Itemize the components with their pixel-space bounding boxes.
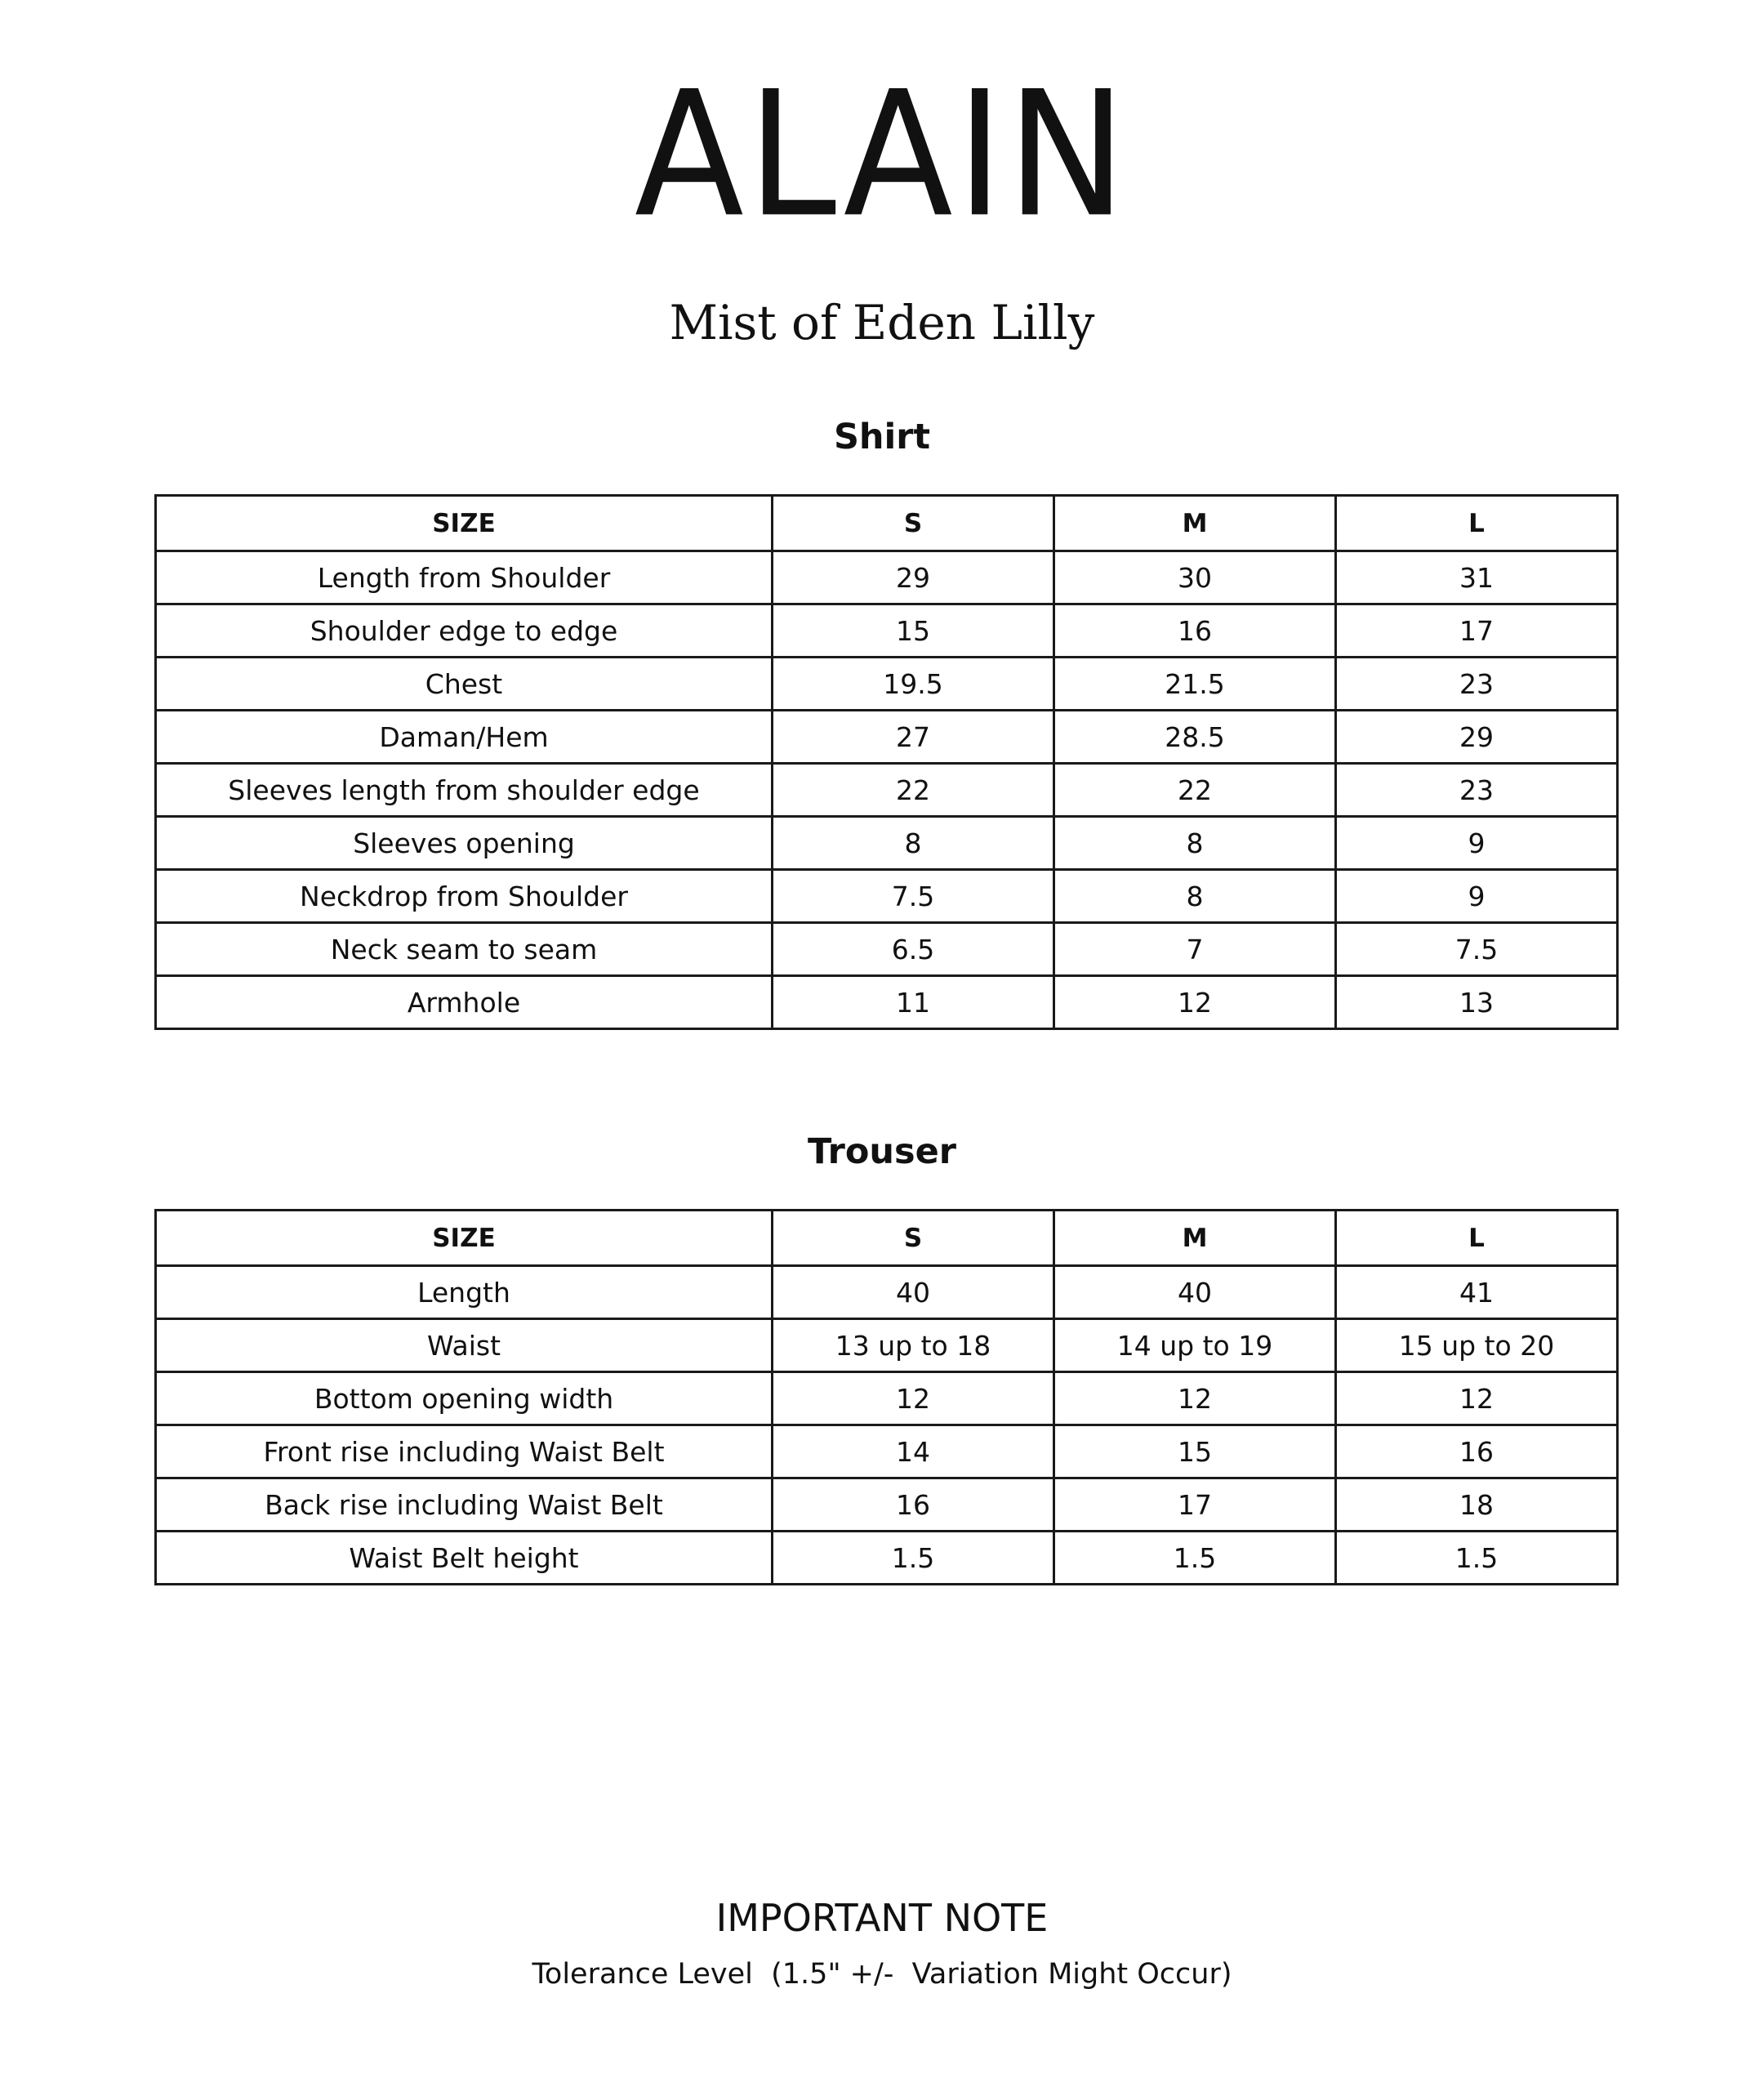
header-cell-s: S (773, 496, 1054, 551)
brand-logo: ALAIN (634, 54, 1130, 256)
size-s-value-cell: 27 (773, 711, 1054, 764)
measurement-label-cell: Length from Shoulder (156, 551, 773, 604)
size-l-value-cell: 1.5 (1336, 1532, 1618, 1585)
measurement-label-cell: Waist (156, 1319, 773, 1372)
size-m-value-cell: 15 (1054, 1425, 1336, 1478)
size-l-value-cell: 9 (1336, 817, 1618, 870)
measurement-label-cell: Armhole (156, 976, 773, 1029)
table-row (156, 764, 1618, 817)
size-l-value-cell: 29 (1336, 711, 1618, 764)
size-s-value-cell: 8 (773, 817, 1054, 870)
size-l-value-cell: 9 (1336, 870, 1618, 923)
size-s-value-cell: 7.5 (773, 870, 1054, 923)
table-row (156, 817, 1618, 870)
important-note-title: IMPORTANT NOTE (715, 1896, 1049, 1940)
measurement-label-cell: Waist Belt height (156, 1532, 773, 1585)
size-s-value-cell: 6.5 (773, 923, 1054, 976)
trouser-table-body (156, 1266, 1618, 1585)
size-s-value-cell: 15 (773, 604, 1054, 658)
size-m-value-cell: 16 (1054, 604, 1336, 658)
measurement-label-cell: Sleeves length from shoulder edge (156, 764, 773, 817)
header-cell-l: L (1336, 1211, 1618, 1266)
size-m-value-cell: 40 (1054, 1266, 1336, 1319)
measurement-label-cell: Chest (156, 658, 773, 711)
size-l-value-cell: 12 (1336, 1372, 1618, 1425)
size-s-value-cell: 1.5 (773, 1532, 1054, 1585)
table-row (156, 1425, 1618, 1478)
trouser-section-title: Trouser (808, 1131, 956, 1172)
header-cell-m: M (1054, 1211, 1336, 1266)
size-l-value-cell: 23 (1336, 658, 1618, 711)
size-s-value-cell: 29 (773, 551, 1054, 604)
size-m-value-cell: 12 (1054, 1372, 1336, 1425)
size-s-value-cell: 13 up to 18 (773, 1319, 1054, 1372)
table-row (156, 551, 1618, 604)
size-s-value-cell: 14 (773, 1425, 1054, 1478)
size-m-value-cell: 21.5 (1054, 658, 1336, 711)
header-cell-s: S (773, 1211, 1054, 1266)
measurement-label-cell: Length (156, 1266, 773, 1319)
size-s-value-cell: 11 (773, 976, 1054, 1029)
header-cell-size: SIZE (156, 496, 773, 551)
table-row (156, 1266, 1618, 1319)
table-header-row (156, 496, 1618, 551)
measurement-label-cell: Sleeves opening (156, 817, 773, 870)
table-row (156, 604, 1618, 658)
size-m-value-cell: 1.5 (1054, 1532, 1336, 1585)
size-l-value-cell: 41 (1336, 1266, 1618, 1319)
size-m-value-cell: 28.5 (1054, 711, 1336, 764)
header-cell-l: L (1336, 496, 1618, 551)
measurement-label-cell: Neck seam to seam (156, 923, 773, 976)
size-l-value-cell: 31 (1336, 551, 1618, 604)
size-l-value-cell: 23 (1336, 764, 1618, 817)
size-s-value-cell: 16 (773, 1478, 1054, 1532)
table-row (156, 1478, 1618, 1532)
header-cell-size: SIZE (156, 1211, 773, 1266)
size-l-value-cell: 13 (1336, 976, 1618, 1029)
table-row (156, 923, 1618, 976)
collection-title: Mist of Eden Lilly (669, 295, 1095, 350)
header-cell-m: M (1054, 496, 1336, 551)
measurement-label-cell: Neckdrop from Shoulder (156, 870, 773, 923)
size-s-value-cell: 19.5 (773, 658, 1054, 711)
measurement-label-cell: Shoulder edge to edge (156, 604, 773, 658)
measurement-label-cell: Front rise including Waist Belt (156, 1425, 773, 1478)
table-row (156, 1532, 1618, 1585)
shirt-table-body (156, 551, 1618, 1029)
table-row (156, 1319, 1618, 1372)
measurement-label-cell: Bottom opening width (156, 1372, 773, 1425)
size-m-value-cell: 8 (1054, 817, 1336, 870)
table-row (156, 976, 1618, 1029)
table-row (156, 1372, 1618, 1425)
size-m-value-cell: 8 (1054, 870, 1336, 923)
size-m-value-cell: 30 (1054, 551, 1336, 604)
table-row (156, 870, 1618, 923)
size-l-value-cell: 15 up to 20 (1336, 1319, 1618, 1372)
trouser-size-table (154, 1209, 1619, 1585)
table-row (156, 711, 1618, 764)
size-l-value-cell: 7.5 (1336, 923, 1618, 976)
shirt-size-table (154, 494, 1619, 1030)
size-m-value-cell: 22 (1054, 764, 1336, 817)
size-m-value-cell: 17 (1054, 1478, 1336, 1532)
size-l-value-cell: 17 (1336, 604, 1618, 658)
size-s-value-cell: 22 (773, 764, 1054, 817)
size-m-value-cell: 12 (1054, 976, 1336, 1029)
table-header-row (156, 1211, 1618, 1266)
tolerance-note: Tolerance Level (1.5" +/- Variation Might Occur) (532, 1958, 1232, 1991)
measurement-label-cell: Back rise including Waist Belt (156, 1478, 773, 1532)
size-l-value-cell: 18 (1336, 1478, 1618, 1532)
measurement-label-cell: Daman/Hem (156, 711, 773, 764)
shirt-section-title: Shirt (833, 417, 931, 457)
size-m-value-cell: 14 up to 19 (1054, 1319, 1336, 1372)
size-s-value-cell: 12 (773, 1372, 1054, 1425)
size-l-value-cell: 16 (1336, 1425, 1618, 1478)
size-s-value-cell: 40 (773, 1266, 1054, 1319)
table-row (156, 658, 1618, 711)
size-m-value-cell: 7 (1054, 923, 1336, 976)
